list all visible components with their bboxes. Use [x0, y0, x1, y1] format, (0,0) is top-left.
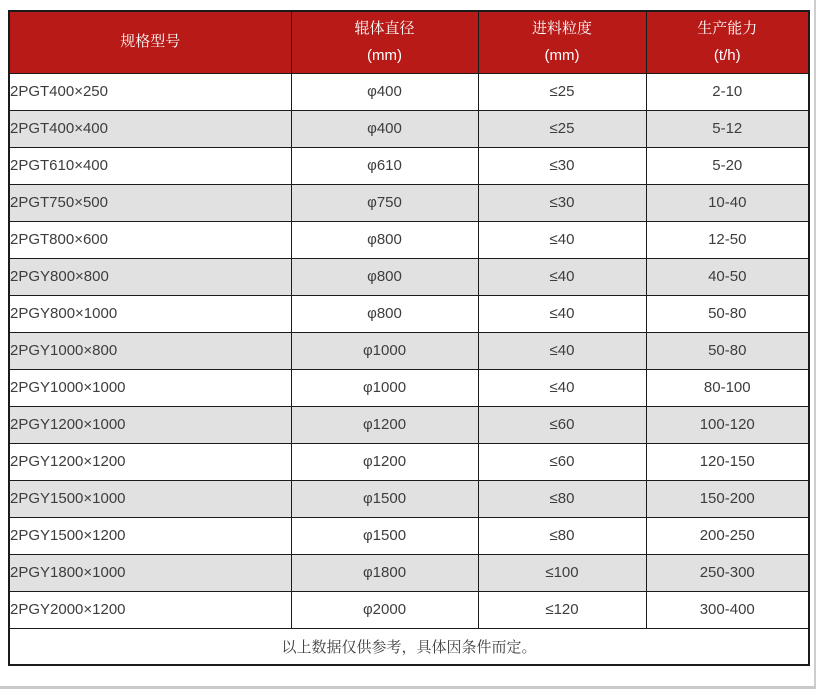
- cell-model: 2PGT400×250: [9, 73, 291, 110]
- table-row: [9, 369, 809, 406]
- table-row: [9, 295, 809, 332]
- cell-capacity: 80-100: [646, 369, 809, 406]
- spec-table: [8, 10, 810, 666]
- cell-model: 2PGY800×800: [9, 258, 291, 295]
- column-header-roller-diameter: [291, 11, 478, 73]
- cell-model: 2PGY800×1000: [9, 295, 291, 332]
- cell-roller-diameter: φ800: [291, 258, 478, 295]
- column-header-feed-size: [478, 11, 646, 73]
- cell-feed-size: ≤80: [478, 517, 646, 554]
- cell-roller-diameter: φ750: [291, 184, 478, 221]
- cell-feed-size: ≤80: [478, 480, 646, 517]
- cell-roller-diameter: φ400: [291, 110, 478, 147]
- cell-roller-diameter: φ1800: [291, 554, 478, 591]
- cell-feed-size: ≤40: [478, 221, 646, 258]
- cell-capacity: 100-120: [646, 406, 809, 443]
- cell-roller-diameter: φ800: [291, 221, 478, 258]
- cell-feed-size: ≤25: [478, 110, 646, 147]
- table-body: [9, 73, 809, 628]
- cell-feed-size: ≤25: [478, 73, 646, 110]
- table-row: [9, 517, 809, 554]
- footnote: 以上数据仅供参考，具体因条件而定。: [9, 628, 809, 665]
- table-row: [9, 591, 809, 628]
- column-header-unit: (t/h): [713, 46, 741, 64]
- table-row: [9, 258, 809, 295]
- spec-table-page: [8, 10, 810, 666]
- cell-roller-diameter: φ400: [291, 73, 478, 110]
- cell-model: 2PGT800×600: [9, 221, 291, 258]
- cell-model: 2PGY1500×1200: [9, 517, 291, 554]
- cell-capacity: 2-10: [646, 73, 809, 110]
- cell-model: 2PGY1000×1000: [9, 369, 291, 406]
- table-row: [9, 221, 809, 258]
- header-row: [9, 11, 809, 73]
- table-row: [9, 147, 809, 184]
- cell-roller-diameter: φ2000: [291, 591, 478, 628]
- cell-feed-size: ≤60: [478, 406, 646, 443]
- cell-capacity: 150-200: [646, 480, 809, 517]
- column-header-model: [9, 11, 291, 73]
- column-header-unit: (mm): [544, 46, 580, 64]
- cell-feed-size: ≤60: [478, 443, 646, 480]
- cell-feed-size: ≤40: [478, 295, 646, 332]
- cell-capacity: 10-40: [646, 184, 809, 221]
- table-row: [9, 73, 809, 110]
- table-row: [9, 184, 809, 221]
- column-header-label: 进料粒度: [531, 19, 592, 37]
- table-row: [9, 443, 809, 480]
- cell-capacity: 50-80: [646, 295, 809, 332]
- column-header-unit: (mm): [367, 46, 402, 64]
- column-header-capacity: [646, 11, 809, 73]
- cell-feed-size: ≤40: [478, 332, 646, 369]
- cell-capacity: 12-50: [646, 221, 809, 258]
- cell-model: 2PGT610×400: [9, 147, 291, 184]
- cell-capacity: 120-150: [646, 443, 809, 480]
- cell-capacity: 250-300: [646, 554, 809, 591]
- cell-capacity: 5-12: [646, 110, 809, 147]
- column-header-label: 辊体直径: [354, 19, 415, 37]
- cell-model: 2PGT750×500: [9, 184, 291, 221]
- cell-feed-size: ≤40: [478, 258, 646, 295]
- cell-model: 2PGY1800×1000: [9, 554, 291, 591]
- cell-model: 2PGY1200×1000: [9, 406, 291, 443]
- cell-model: 2PGY1500×1000: [9, 480, 291, 517]
- table-row: [9, 554, 809, 591]
- cell-capacity: 50-80: [646, 332, 809, 369]
- table-row: [9, 480, 809, 517]
- cell-roller-diameter: φ610: [291, 147, 478, 184]
- cell-roller-diameter: φ1500: [291, 480, 478, 517]
- cell-feed-size: ≤40: [478, 369, 646, 406]
- cell-model: 2PGT400×400: [9, 110, 291, 147]
- cell-capacity: 40-50: [646, 258, 809, 295]
- cell-capacity: 300-400: [646, 591, 809, 628]
- footnote-row: [9, 628, 809, 665]
- cell-model: 2PGY1000×800: [9, 332, 291, 369]
- cell-feed-size: ≤30: [478, 147, 646, 184]
- cell-feed-size: ≤120: [478, 591, 646, 628]
- cell-feed-size: ≤100: [478, 554, 646, 591]
- cell-model: 2PGY2000×1200: [9, 591, 291, 628]
- cell-roller-diameter: φ1000: [291, 369, 478, 406]
- table-row: [9, 332, 809, 369]
- column-header-label: 生产能力: [697, 19, 758, 37]
- table-row: [9, 406, 809, 443]
- table-row: [9, 110, 809, 147]
- cell-capacity: 5-20: [646, 147, 809, 184]
- cell-roller-diameter: φ1200: [291, 406, 478, 443]
- column-header-label: 规格型号: [120, 33, 181, 51]
- cell-roller-diameter: φ1200: [291, 443, 478, 480]
- cell-feed-size: ≤30: [478, 184, 646, 221]
- cell-capacity: 200-250: [646, 517, 809, 554]
- cell-roller-diameter: φ800: [291, 295, 478, 332]
- cell-model: 2PGY1200×1200: [9, 443, 291, 480]
- cell-roller-diameter: φ1500: [291, 517, 478, 554]
- cell-roller-diameter: φ1000: [291, 332, 478, 369]
